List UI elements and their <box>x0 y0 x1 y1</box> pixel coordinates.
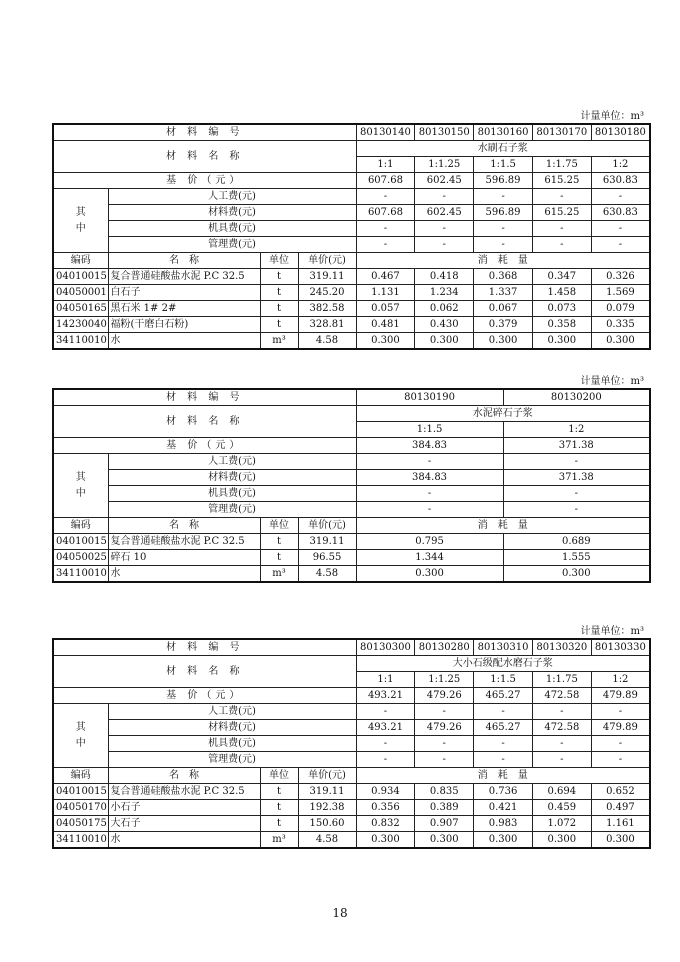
consumption-value: 1.344 <box>356 550 503 566</box>
consumption-value: 0.300 <box>591 333 650 350</box>
item-name: 复合普通硅酸盐水泥 P.C 32.5 <box>108 269 260 285</box>
consumption-value: 0.300 <box>356 333 415 350</box>
labor-value: - <box>415 704 474 720</box>
consumption-value: 0.073 <box>532 301 591 317</box>
item-unit: t <box>260 301 298 317</box>
consumption-value: 0.481 <box>356 317 415 333</box>
item-unit: m³ <box>260 566 298 583</box>
consumption-value: 0.368 <box>474 269 533 285</box>
base-price: 607.68 <box>356 173 415 189</box>
column-header-row <box>53 253 650 269</box>
machinery-value: - <box>415 221 474 237</box>
materials-label: 材料费(元) <box>108 470 356 486</box>
item-code: 34110010 <box>53 832 108 849</box>
consumption-value: 0.652 <box>591 784 650 800</box>
materials-row <box>53 720 650 736</box>
quota-table-3 <box>52 638 651 849</box>
item-code: 04010015 <box>53 534 108 550</box>
management-value: - <box>591 237 650 253</box>
item-price: 328.81 <box>298 317 356 333</box>
consumption-value: 0.934 <box>356 784 415 800</box>
material-code: 80130180 <box>591 124 650 141</box>
item-price: 96.55 <box>298 550 356 566</box>
col-unit-header: 单位 <box>260 768 298 784</box>
labor-value: - <box>356 189 415 205</box>
labor-value: - <box>532 704 591 720</box>
consumption-value: 0.300 <box>356 832 415 849</box>
consumption-value: 0.300 <box>503 566 650 583</box>
management-value: - <box>503 502 650 518</box>
quota-table-2 <box>52 388 651 583</box>
consumption-value: 1.458 <box>532 285 591 301</box>
item-code: 14230040 <box>53 317 108 333</box>
consumption-value: 0.356 <box>356 800 415 816</box>
material-code: 80130140 <box>356 124 415 141</box>
mix-ratio: 1:1.5 <box>356 422 503 438</box>
base-price-label: 基 价（元） <box>53 173 356 189</box>
consumption-value: 0.694 <box>532 784 591 800</box>
materials-value: 630.83 <box>591 205 650 221</box>
mix-ratio: 1:2 <box>591 157 650 173</box>
item-name: 复合普通硅酸盐水泥 P.C 32.5 <box>108 784 260 800</box>
base-price-row <box>53 438 650 454</box>
base-price: 493.21 <box>356 688 415 704</box>
mix-ratio: 1:2 <box>503 422 650 438</box>
consumption-value: 0.300 <box>532 333 591 350</box>
item-name: 碎石 10 <box>108 550 260 566</box>
item-code: 04050001 <box>53 285 108 301</box>
page-number: 18 <box>332 906 348 920</box>
material-code: 80130330 <box>591 639 650 656</box>
materials-row <box>53 205 650 221</box>
materials-label: 材料费(元) <box>108 205 356 221</box>
consumption-value: 0.689 <box>503 534 650 550</box>
base-price: 630.83 <box>591 173 650 189</box>
labor-value: - <box>591 704 650 720</box>
materials-value: 384.83 <box>356 470 503 486</box>
consumption-value: 0.300 <box>415 832 474 849</box>
machinery-row <box>53 486 650 502</box>
code-row <box>53 124 650 141</box>
item-name: 复合普通硅酸盐水泥 P.C 32.5 <box>108 534 260 550</box>
consumption-value: 1.569 <box>591 285 650 301</box>
item-name: 水 <box>108 832 260 849</box>
item-price: 192.38 <box>298 800 356 816</box>
consumption-value: 0.835 <box>415 784 474 800</box>
mix-title: 水刷石子浆 <box>356 141 650 157</box>
col-unit-header: 单位 <box>260 253 298 269</box>
item-unit: m³ <box>260 832 298 849</box>
consumption-value: 0.079 <box>591 301 650 317</box>
machinery-value: - <box>503 486 650 502</box>
labor-label: 人工费(元) <box>108 189 356 205</box>
col-price-header: 单价(元) <box>298 768 356 784</box>
machinery-label: 机具费(元) <box>108 221 356 237</box>
labor-value: - <box>503 454 650 470</box>
consumption-value: 1.337 <box>474 285 533 301</box>
item-unit: t <box>260 816 298 832</box>
mix-ratio: 1:1.75 <box>532 672 591 688</box>
consumption-value: 0.335 <box>591 317 650 333</box>
item-price: 382.58 <box>298 301 356 317</box>
item-price: 245.20 <box>298 285 356 301</box>
base-price: 615.25 <box>532 173 591 189</box>
machinery-value: - <box>356 486 503 502</box>
col-price-header: 单价(元) <box>298 518 356 534</box>
col-code-header: 编码 <box>53 253 108 269</box>
consumption-value: 0.300 <box>415 333 474 350</box>
unit-note-1: 计量单位：m³ <box>580 111 644 122</box>
unit-note-2: 计量单位：m³ <box>580 376 644 387</box>
name-row <box>53 141 650 157</box>
materials-value: 607.68 <box>356 205 415 221</box>
base-price: 384.83 <box>356 438 503 454</box>
mix-ratio: 1:1.5 <box>474 157 533 173</box>
consumption-value: 0.795 <box>356 534 503 550</box>
code-row <box>53 639 650 656</box>
base-price: 479.89 <box>591 688 650 704</box>
labor-value: - <box>591 189 650 205</box>
consumption-header: 消 耗 量 <box>356 768 650 784</box>
management-value: - <box>356 237 415 253</box>
table-row <box>53 534 650 550</box>
consumption-value: 0.300 <box>591 832 650 849</box>
management-value: - <box>532 237 591 253</box>
management-row <box>53 237 650 253</box>
labor-row <box>53 454 650 470</box>
material-code: 80130190 <box>356 389 503 406</box>
management-row <box>53 502 650 518</box>
item-name: 水 <box>108 333 260 350</box>
materials-value: 479.26 <box>415 720 474 736</box>
labor-label: 人工费(元) <box>108 704 356 720</box>
qizhong-label: 其 中 <box>53 189 108 253</box>
machinery-value: - <box>532 221 591 237</box>
material-name-label: 材 料 名 称 <box>53 406 356 438</box>
management-label: 管理费(元) <box>108 752 356 768</box>
consumption-value: 0.347 <box>532 269 591 285</box>
item-unit: t <box>260 550 298 566</box>
item-name: 黑石米 1# 2# <box>108 301 260 317</box>
materials-value: 602.45 <box>415 205 474 221</box>
item-unit: t <box>260 317 298 333</box>
item-name: 水 <box>108 566 260 583</box>
management-label: 管理费(元) <box>108 502 356 518</box>
material-code: 80130320 <box>532 639 591 656</box>
consumption-value: 0.300 <box>474 333 533 350</box>
machinery-value: - <box>474 736 533 752</box>
table-row <box>53 566 650 583</box>
item-code: 04050170 <box>53 800 108 816</box>
materials-label: 材料费(元) <box>108 720 356 736</box>
table-row <box>53 333 650 350</box>
machinery-value: - <box>356 736 415 752</box>
item-code: 34110010 <box>53 333 108 350</box>
item-unit: m³ <box>260 333 298 350</box>
machinery-label: 机具费(元) <box>108 486 356 502</box>
table-row <box>53 800 650 816</box>
mix-ratio: 1:1.75 <box>532 157 591 173</box>
materials-value: 493.21 <box>356 720 415 736</box>
consumption-value: 0.300 <box>474 832 533 849</box>
machinery-value: - <box>356 221 415 237</box>
consumption-value: 0.421 <box>474 800 533 816</box>
materials-value: 472.58 <box>532 720 591 736</box>
qizhong-label: 其 中 <box>53 704 108 768</box>
mix-ratio: 1:1.25 <box>415 672 474 688</box>
column-header-row <box>53 518 650 534</box>
base-price: 479.26 <box>415 688 474 704</box>
item-price: 319.11 <box>298 269 356 285</box>
labor-row <box>53 704 650 720</box>
management-label: 管理费(元) <box>108 237 356 253</box>
machinery-value: - <box>415 736 474 752</box>
code-row <box>53 389 650 406</box>
management-value: - <box>356 502 503 518</box>
management-value: - <box>356 752 415 768</box>
consumption-value: 0.418 <box>415 269 474 285</box>
col-unit-header: 单位 <box>260 518 298 534</box>
materials-value: 596.89 <box>474 205 533 221</box>
machinery-value: - <box>591 221 650 237</box>
table-row <box>53 317 650 333</box>
item-price: 319.11 <box>298 534 356 550</box>
consumption-value: 0.062 <box>415 301 474 317</box>
item-price: 150.60 <box>298 816 356 832</box>
mix-ratio: 1:2 <box>591 672 650 688</box>
material-code: 80130170 <box>532 124 591 141</box>
qizhong-label: 其 中 <box>53 454 108 518</box>
labor-value: - <box>356 704 415 720</box>
materials-row <box>53 470 650 486</box>
base-price: 472.58 <box>532 688 591 704</box>
item-code: 04050025 <box>53 550 108 566</box>
consumption-value: 0.379 <box>474 317 533 333</box>
table-row <box>53 784 650 800</box>
material-code: 80130300 <box>356 639 415 656</box>
consumption-value: 0.497 <box>591 800 650 816</box>
machinery-value: - <box>532 736 591 752</box>
consumption-value: 0.067 <box>474 301 533 317</box>
mix-ratio: 1:1 <box>356 157 415 173</box>
consumption-value: 0.389 <box>415 800 474 816</box>
material-code: 80130150 <box>415 124 474 141</box>
consumption-value: 0.736 <box>474 784 533 800</box>
mix-title: 大小石级配水磨石子浆 <box>356 656 650 672</box>
management-value: - <box>474 237 533 253</box>
material-code: 80130280 <box>415 639 474 656</box>
base-price-row <box>53 173 650 189</box>
material-code-label: 材 料 编 号 <box>53 124 356 141</box>
mix-ratio: 1:1.25 <box>415 157 474 173</box>
item-unit: t <box>260 534 298 550</box>
name-row <box>53 406 650 422</box>
base-price-label: 基 价（元） <box>53 438 356 454</box>
materials-value: 465.27 <box>474 720 533 736</box>
consumption-value: 0.907 <box>415 816 474 832</box>
consumption-value: 0.057 <box>356 301 415 317</box>
material-code-label: 材 料 编 号 <box>53 389 356 406</box>
management-value: - <box>415 752 474 768</box>
management-value: - <box>532 752 591 768</box>
unit-note-3: 计量单位：m³ <box>580 626 644 637</box>
consumption-value: 1.234 <box>415 285 474 301</box>
material-code: 80130160 <box>474 124 533 141</box>
table-row <box>53 269 650 285</box>
consumption-value: 0.300 <box>356 566 503 583</box>
item-name: 小石子 <box>108 800 260 816</box>
consumption-value: 0.467 <box>356 269 415 285</box>
base-price: 602.45 <box>415 173 474 189</box>
labor-value: - <box>474 189 533 205</box>
labor-value: - <box>356 454 503 470</box>
material-code-label: 材 料 编 号 <box>53 639 356 656</box>
consumption-value: 0.326 <box>591 269 650 285</box>
col-name-header: 名 称 <box>108 253 260 269</box>
col-name-header: 名 称 <box>108 768 260 784</box>
base-price-label: 基 价（元） <box>53 688 356 704</box>
item-code: 04010015 <box>53 269 108 285</box>
item-unit: t <box>260 800 298 816</box>
management-value: - <box>591 752 650 768</box>
item-price: 4.58 <box>298 566 356 583</box>
item-name: 福粉(干磨白石粉) <box>108 317 260 333</box>
management-value: - <box>474 752 533 768</box>
quota-table-1 <box>52 123 651 350</box>
consumption-value: 0.300 <box>532 832 591 849</box>
labor-value: - <box>532 189 591 205</box>
mix-title: 水泥碎石子浆 <box>356 406 650 422</box>
table-row <box>53 285 650 301</box>
item-code: 34110010 <box>53 566 108 583</box>
management-row <box>53 752 650 768</box>
consumption-value: 0.358 <box>532 317 591 333</box>
machinery-value: - <box>591 736 650 752</box>
material-name-label: 材 料 名 称 <box>53 141 356 173</box>
consumption-value: 1.072 <box>532 816 591 832</box>
mix-ratio: 1:1 <box>356 672 415 688</box>
machinery-row <box>53 736 650 752</box>
base-price: 465.27 <box>474 688 533 704</box>
consumption-value: 1.555 <box>503 550 650 566</box>
item-price: 319.11 <box>298 784 356 800</box>
machinery-row <box>53 221 650 237</box>
column-header-row <box>53 768 650 784</box>
labor-value: - <box>474 704 533 720</box>
base-price-row <box>53 688 650 704</box>
consumption-header: 消 耗 量 <box>356 253 650 269</box>
consumption-value: 0.983 <box>474 816 533 832</box>
labor-value: - <box>415 189 474 205</box>
table-row <box>53 816 650 832</box>
consumption-value: 0.459 <box>532 800 591 816</box>
consumption-value: 1.161 <box>591 816 650 832</box>
col-code-header: 编码 <box>53 518 108 534</box>
machinery-label: 机具费(元) <box>108 736 356 752</box>
item-unit: t <box>260 784 298 800</box>
labor-label: 人工费(元) <box>108 454 356 470</box>
name-row <box>53 656 650 672</box>
col-code-header: 编码 <box>53 768 108 784</box>
item-name: 大石子 <box>108 816 260 832</box>
materials-value: 371.38 <box>503 470 650 486</box>
item-name: 白石子 <box>108 285 260 301</box>
col-price-header: 单价(元) <box>298 253 356 269</box>
management-value: - <box>415 237 474 253</box>
mix-ratio: 1:1.5 <box>474 672 533 688</box>
material-name-label: 材 料 名 称 <box>53 656 356 688</box>
base-price: 596.89 <box>474 173 533 189</box>
item-unit: t <box>260 285 298 301</box>
table-row <box>53 301 650 317</box>
item-unit: t <box>260 269 298 285</box>
materials-value: 615.25 <box>532 205 591 221</box>
consumption-value: 0.832 <box>356 816 415 832</box>
base-price: 371.38 <box>503 438 650 454</box>
material-code: 80130310 <box>474 639 533 656</box>
item-price: 4.58 <box>298 832 356 849</box>
item-price: 4.58 <box>298 333 356 350</box>
consumption-value: 1.131 <box>356 285 415 301</box>
item-code: 04010015 <box>53 784 108 800</box>
consumption-value: 0.430 <box>415 317 474 333</box>
item-code: 04050165 <box>53 301 108 317</box>
labor-row <box>53 189 650 205</box>
table-row <box>53 832 650 849</box>
machinery-value: - <box>474 221 533 237</box>
col-name-header: 名 称 <box>108 518 260 534</box>
consumption-header: 消 耗 量 <box>356 518 650 534</box>
material-code: 80130200 <box>503 389 650 406</box>
table-row <box>53 550 650 566</box>
materials-value: 479.89 <box>591 720 650 736</box>
item-code: 04050175 <box>53 816 108 832</box>
